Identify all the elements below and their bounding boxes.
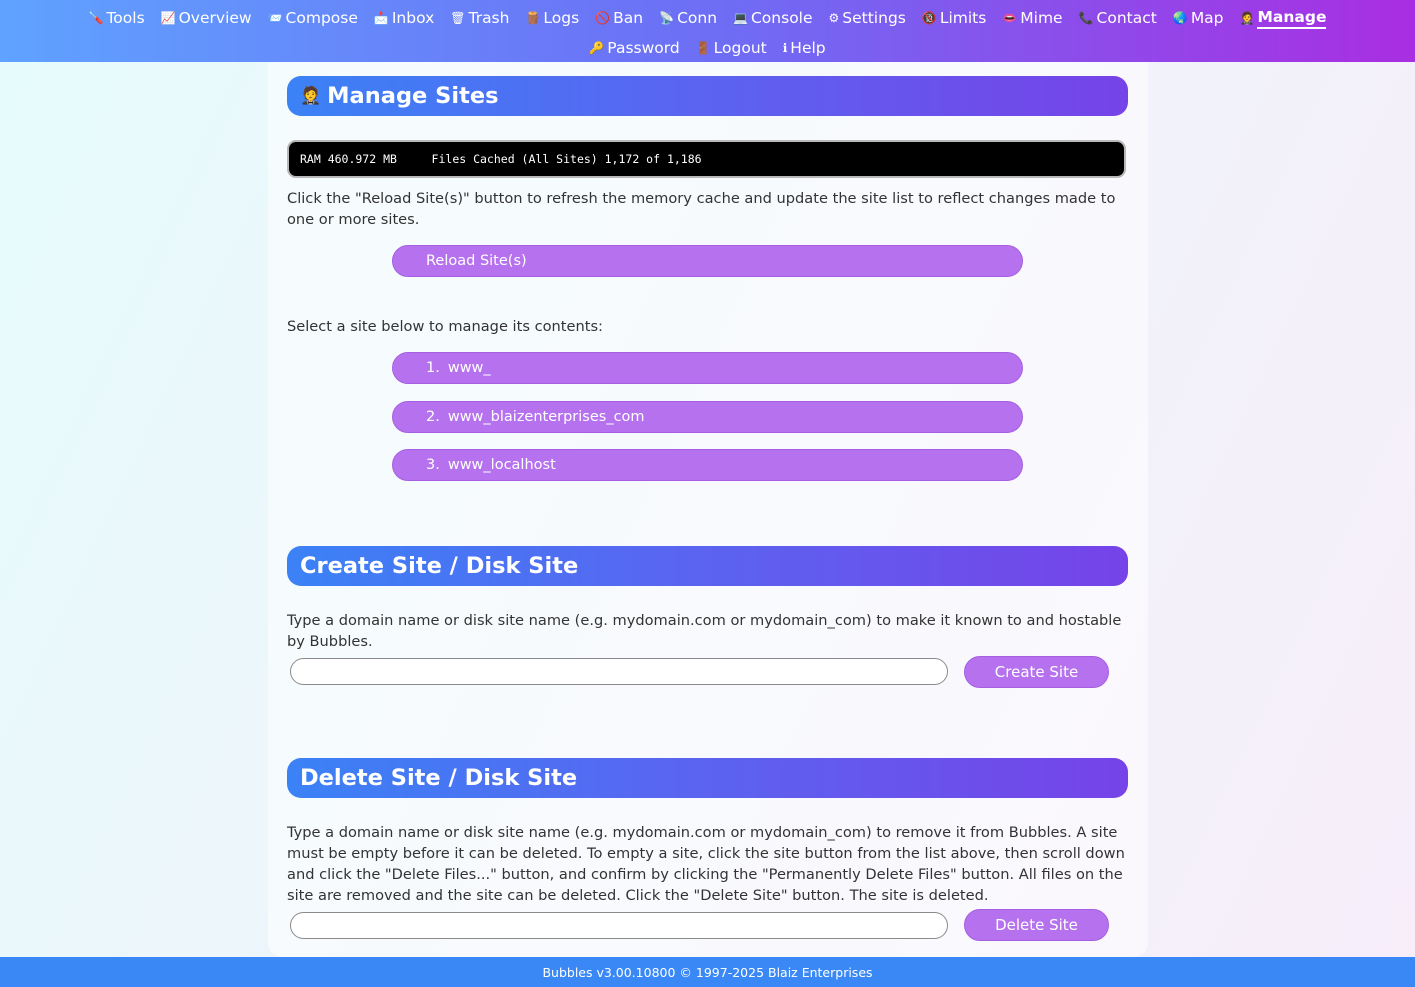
nav-item-settings[interactable] xyxy=(821,3,914,33)
site-number: 3. xyxy=(426,457,440,473)
nav-item-overview[interactable] xyxy=(153,3,260,33)
button-label: Reload Site(s) xyxy=(426,253,527,269)
chart-icon: 📈 xyxy=(160,11,176,25)
memory-stats-bar: RAM 460.972 MB Files Cached (All Sites) 1,172 of 1,186 xyxy=(287,140,1126,178)
nav-label: Inbox xyxy=(391,9,435,27)
nav-label: Map xyxy=(1190,9,1224,27)
satellite-icon: 📡 xyxy=(659,11,675,25)
nav-label: Tools xyxy=(106,9,145,27)
footer xyxy=(0,957,1415,987)
button-label: Create Site xyxy=(994,663,1079,681)
nav-item-map[interactable] xyxy=(1165,3,1232,33)
nav-label: Settings xyxy=(842,9,906,27)
nav-item-help[interactable] xyxy=(775,33,834,63)
manager-icon: 🤵 xyxy=(300,86,322,106)
nav-item-logs[interactable] xyxy=(517,3,587,33)
delete-site-description: Type a domain name or disk site name (e.g. mydomain.com or mydomain_com) to remove it from Bubbles. A site must be empty before it can be deleted. To empty a site, click the site button from the list above, then scroll down and click the "Delete Files..." button, and confirm by clicking the "Permanently Delete Files" button. All files on the site are removed and the site can be deleted. Click the "Delete Site" button. The site is deleted. xyxy=(287,824,1125,904)
nav-label: Conn xyxy=(677,9,718,27)
screwdriver-icon: 🪛 xyxy=(88,11,104,25)
nav-item-contact[interactable] xyxy=(1071,3,1165,33)
reload-sites-button[interactable] xyxy=(392,245,1023,277)
site-name: www_ xyxy=(447,360,491,376)
footer-text: Bubbles v3.00.10800 © 1997-2025 Blaiz Enterprises xyxy=(542,964,873,980)
create-site-header xyxy=(287,546,1128,586)
site-button-localhost[interactable] xyxy=(392,449,1023,481)
site-number: 1. xyxy=(426,360,440,376)
inbox-icon: 📩 xyxy=(373,11,389,25)
top-navigation xyxy=(0,0,1415,62)
key-icon: 🔑 xyxy=(589,41,605,55)
site-button-blaizenterprises[interactable] xyxy=(392,401,1023,433)
nav-label: Password xyxy=(607,39,680,57)
nav-label: Contact xyxy=(1096,9,1157,27)
nav-item-trash[interactable] xyxy=(442,3,517,33)
nav-label: Compose xyxy=(285,9,358,27)
section-title: Create Site / Disk Site xyxy=(300,553,579,579)
select-site-prompt: Select a site below to manage its contents: xyxy=(287,318,603,335)
create-site-description: Type a domain name or disk site name (e.g. mydomain.com or mydomain_com) to make it known to and hostable by Bubbles. xyxy=(287,612,1122,650)
nav-label: Ban xyxy=(613,9,644,27)
nav-item-console[interactable] xyxy=(725,3,820,33)
log-icon: 🪵 xyxy=(525,11,541,25)
site-name: www_blaizenterprises_com xyxy=(447,409,645,425)
section-title: Delete Site / Disk Site xyxy=(300,765,578,791)
main-content xyxy=(268,62,1148,957)
nav-label: Limits xyxy=(939,9,987,27)
nav-label: Manage xyxy=(1257,7,1326,29)
button-label: Delete Site xyxy=(995,916,1078,934)
nav-item-manage[interactable] xyxy=(1232,3,1335,33)
nav-item-tools[interactable] xyxy=(81,3,153,33)
nav-item-limits[interactable] xyxy=(914,3,994,33)
nav-label: Mime xyxy=(1020,9,1063,27)
manage-sites-header xyxy=(287,76,1128,116)
nav-label: Logout xyxy=(713,39,767,57)
globe-icon: 🌏 xyxy=(1172,11,1188,25)
envelope-icon: 📨 xyxy=(267,11,283,25)
nav-label: Console xyxy=(750,9,813,27)
nav-label: Overview xyxy=(178,9,252,27)
nav-item-logout[interactable] xyxy=(688,33,775,63)
nav-item-password[interactable] xyxy=(581,33,687,63)
limit-icon: 🔞 xyxy=(921,11,937,25)
reload-description: Click the "Reload Site(s)" button to refresh the memory cache and update the site list to reflect changes made to one or more sites. xyxy=(287,190,1116,228)
nav-item-inbox[interactable] xyxy=(366,3,442,33)
ban-icon: 🚫 xyxy=(595,11,611,25)
nav-item-compose[interactable] xyxy=(260,3,366,33)
delete-site-header xyxy=(287,758,1128,798)
nav-label: Help xyxy=(790,39,826,57)
nav-label: Trash xyxy=(468,9,510,27)
site-name: www_localhost xyxy=(447,457,556,473)
delete-site-input[interactable] xyxy=(290,912,948,939)
site-button-www[interactable] xyxy=(392,352,1023,384)
nav-item-conn[interactable] xyxy=(651,3,725,33)
nav-item-ban[interactable] xyxy=(587,3,651,33)
nav-item-mime[interactable] xyxy=(994,3,1070,33)
trash-icon: 🗑 xyxy=(450,11,466,25)
phone-icon: 📞 xyxy=(1078,11,1094,25)
section-title: Manage Sites xyxy=(327,83,499,109)
site-number: 2. xyxy=(426,409,440,425)
nav-label: Logs xyxy=(543,9,580,27)
manager-icon: 🤵 xyxy=(1239,11,1255,25)
delete-site-button[interactable] xyxy=(964,909,1109,941)
gear-icon: ⚙ xyxy=(828,11,840,25)
laptop-icon: 💻 xyxy=(733,11,748,25)
mime-icon: 👄 xyxy=(1002,11,1018,25)
create-site-button[interactable] xyxy=(964,656,1109,688)
info-icon: ℹ xyxy=(782,41,788,55)
door-icon: 🚪 xyxy=(695,41,711,55)
create-site-input[interactable] xyxy=(290,658,948,685)
